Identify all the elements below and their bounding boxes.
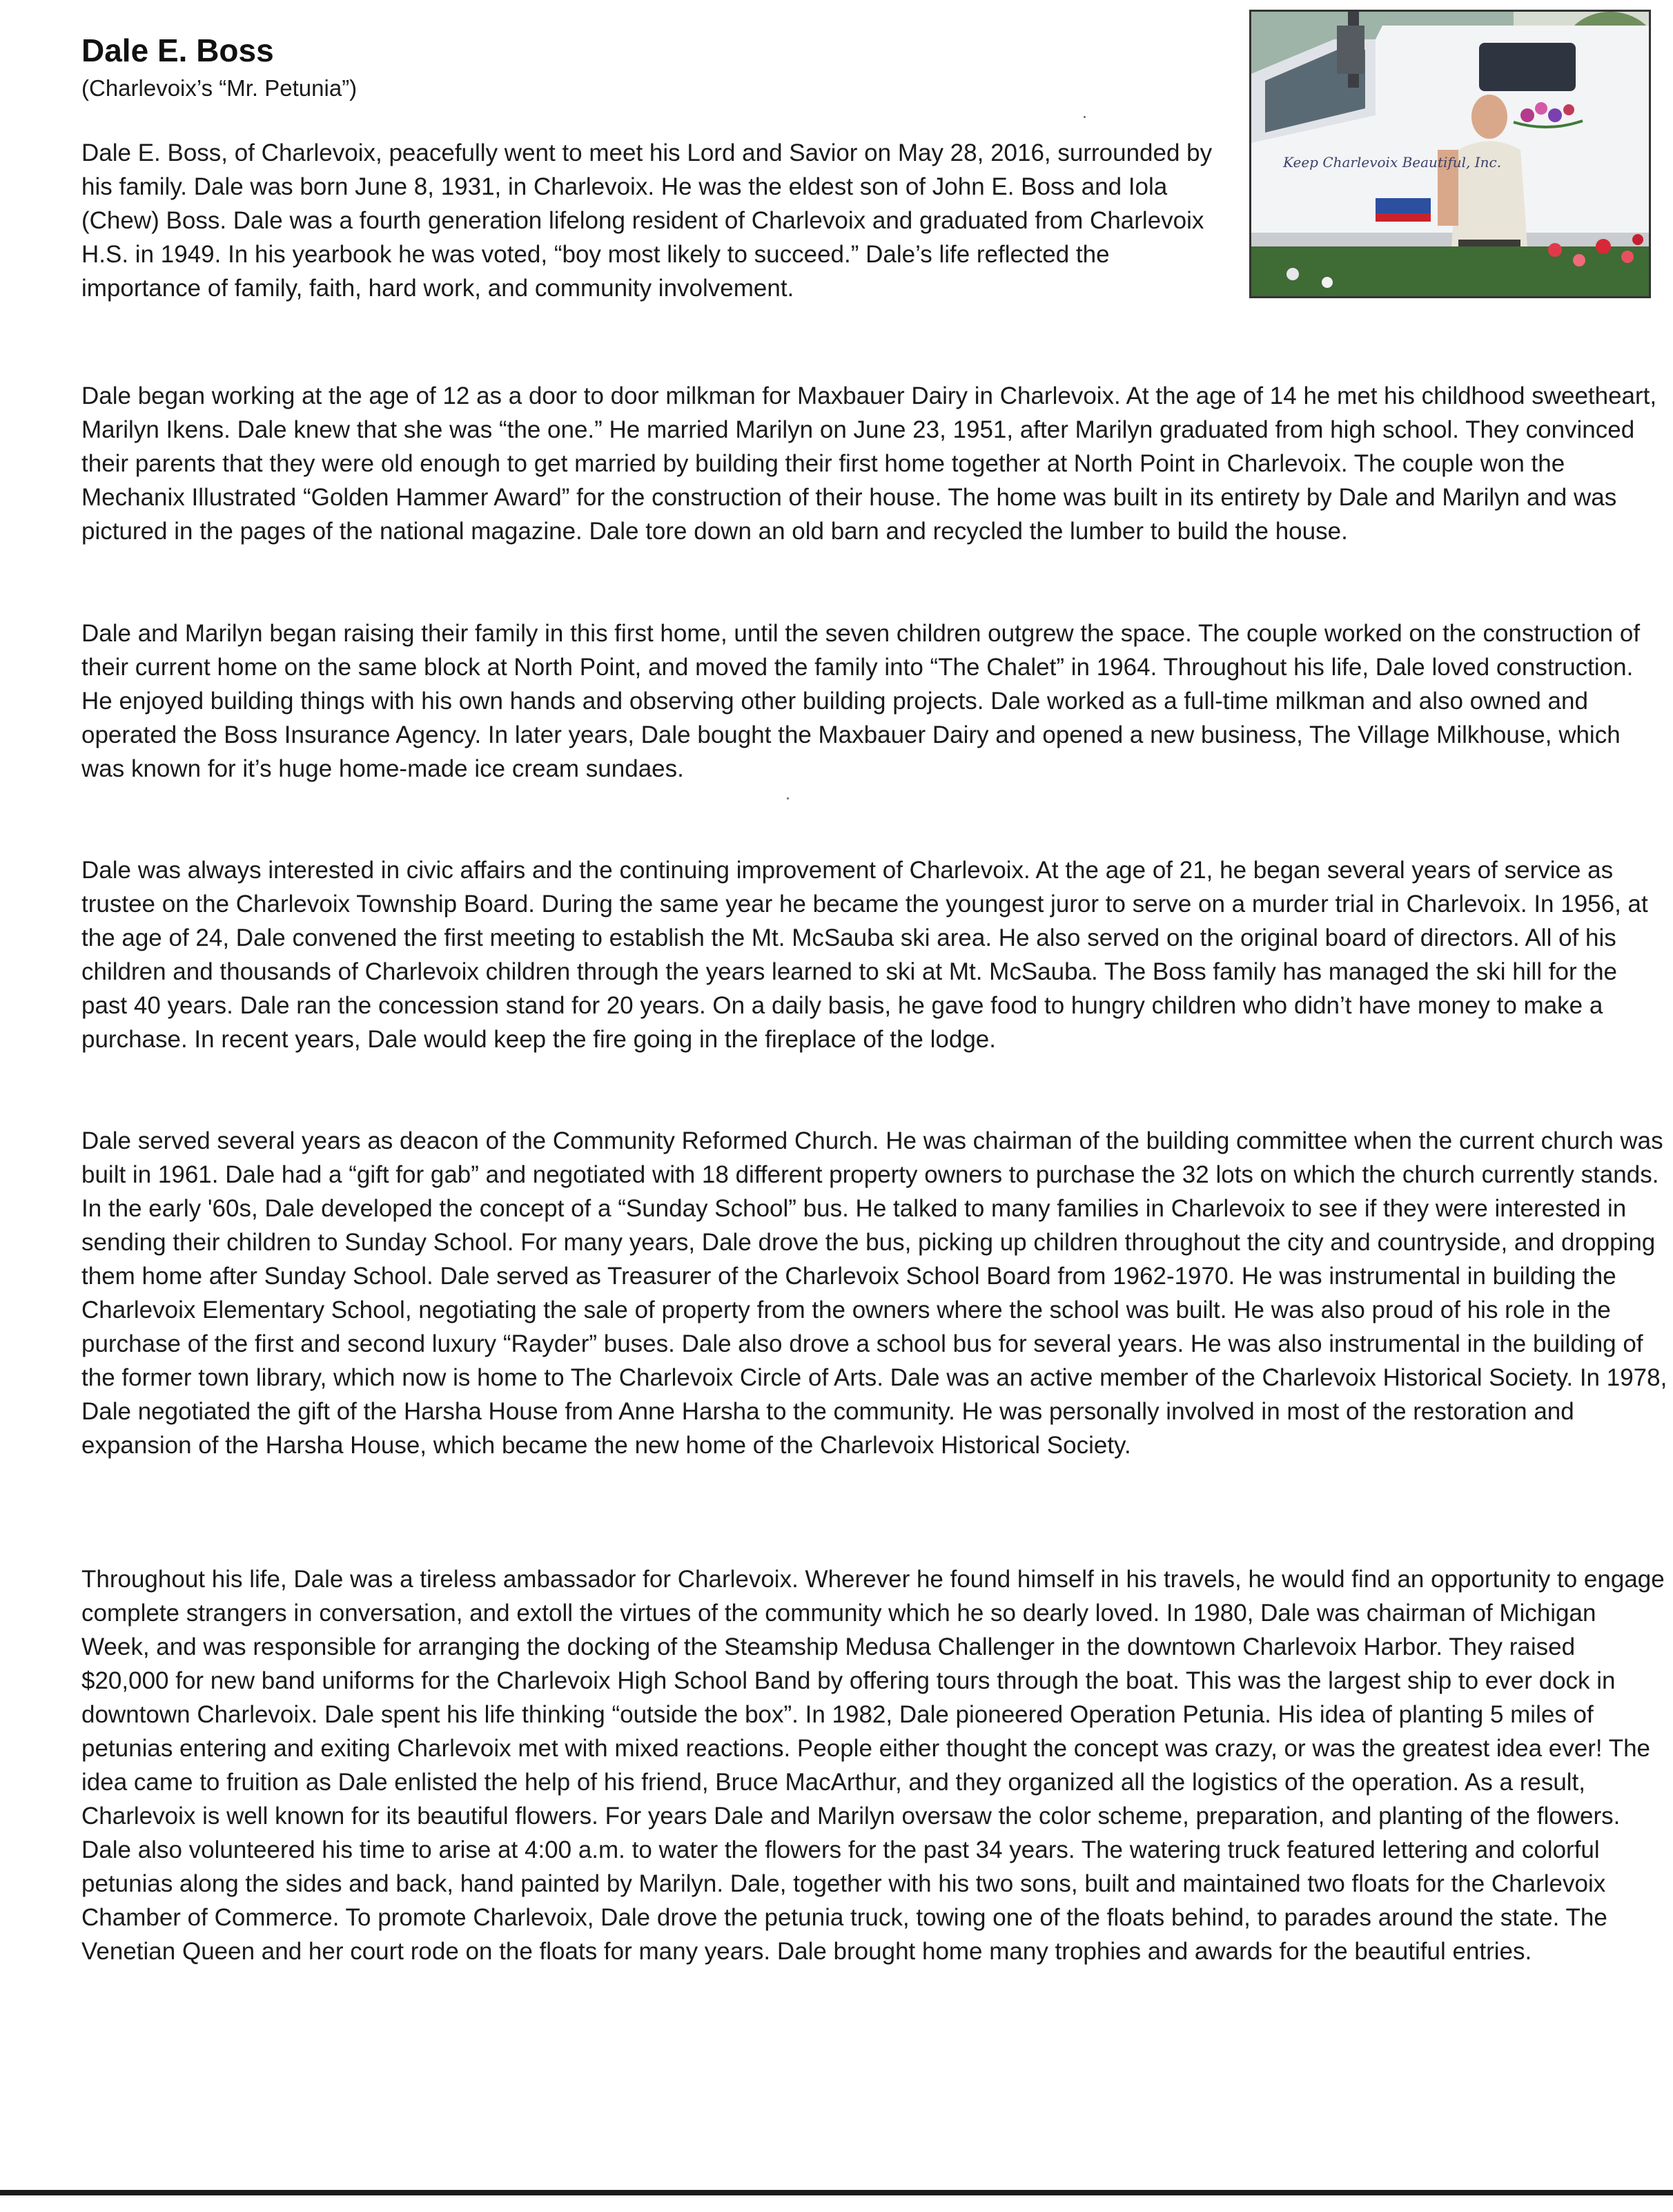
paragraph-early-life: Dale began working at the age of 12 as a door to door milkman for Maxbauer Dairy in Charlevoix. At the age of 14 he met his childhood sweetheart, Marilyn Ikens. Dale knew that she was “the one.” He married Marilyn on June 23, 1951, after Marilyn graduated from high school. They convinced their parents that they were old enough to get married by building their first home together at North Point in Charlevoix. The couple won the Mechanix Illustrated “Golden Hammer Award” for the construction of their house. The home was built in its entirety by Dale and Marilyn and was pictured in the pages of the national magazine. Dale tore down an old barn and recycled the lumber to build the house. xyxy=(81,382,1657,545)
truck-sign-text: Keep Charlevoix Beautiful, Inc. xyxy=(1283,154,1502,171)
paragraph-intro: Dale E. Boss, of Charlevoix, peacefully went to meet his Lord and Savior on May 28, 2016, surrounded by his family. Dale was born June 8, 1931, in Charlevoix. He was the eldest son of John E. Boss and Iola (Chew) Boss. Dale was a fourth generation lifelong resident of Charlevoix and graduated from Charlevoix H.S. in 1949. In his yearbook he was voted, “boy most likely to succeed.” Dale’s life reflected the importance of family, faith, hard work, and community involvement. xyxy=(81,139,1213,302)
scan-speck xyxy=(787,797,789,799)
petunia-truck-photo xyxy=(1249,10,1651,298)
bottom-rule xyxy=(0,2190,1673,2195)
scan-speck xyxy=(1084,116,1086,118)
person-nickname: (Charlevoix’s “Mr. Petunia”) xyxy=(81,75,358,101)
paragraph-family-career: Dale and Marilyn began raising their family in this first home, until the seven children outgrew the space. The couple worked on the construction of their current home on the same block at North Point, and moved the family into “The Chalet” in 1964. Throughout his life, Dale loved construction. He enjoyed building things with his own hands and observing other building projects. Dale worked as a full-time milkman and also owned and operated the Boss Insurance Agency. In later years, Dale bought the Maxbauer Dairy and opened a new business, The Village Milkhouse, which was known for it’s huge home-made ice cream sundaes. xyxy=(81,620,1641,782)
person-name: Dale E. Boss xyxy=(81,32,274,68)
paragraph-civic-affairs: Dale was always interested in civic affairs and the continuing improvement of Charlevoix. At the age of 21, he began several years of service as trustee on the Charlevoix Township Board. During the same year he became the youngest juror to serve on a murder trial in Charlevoix. In 1956, at the age of 24, Dale convened the first meeting to establish the Mt. McSauba ski area. He also served on the original board of directors. All of his children and thousands of Charlevoix children through the years learned to ski at Mt. McSauba. The Boss family has managed the ski hill for the past 40 years. Dale ran the concession stand for 20 years. On a daily basis, he gave food to hungry children who didn’t have money to make a purchase. In recent years, Dale would keep the fire going in the fireplace of the lodge. xyxy=(81,857,1648,1053)
paragraph-ambassador: Throughout his life, Dale was a tireless ambassador for Charlevoix. Wherever he found himself in his travels, he would find an opportunity to engage complete strangers in conversation, and extoll the virtues of the community which he so dearly loved. In 1980, Dale was chairman of Michigan Week, and was responsible for arranging the docking of the Steamship Medusa Challenger in the downtown Charlevoix Harbor. They raised $20,000 for new band uniforms for the Charlevoix High School Band by offering tours through the boat. This was the largest ship to ever dock in downtown Charlevoix. Dale spent his life thinking “outside the box”. In 1982, Dale pioneered Operation Petunia. His idea of planting 5 miles of petunias entering and exiting Charlevoix met with mixed reactions. People either thought the concept was crazy, or was the greatest idea ever! The idea came to fruition as Dale enlisted the help of his friend, Bruce MacArthur, and they organized all the logistics of the operation. As a result, Charlevoix is well known for its beautiful flowers. For years Dale and Marilyn oversaw the color scheme, preparation, and planting of the flowers. Dale also volunteered his time to arise at 4:00 a.m. to water the flowers for the past 34 years. The watering truck featured lettering and colorful petunias along the sides and back, hand painted by Marilyn. Dale, together with his two sons, built and maintained two floats for the Charlevoix Chamber of Commerce. To promote Charlevoix, Dale drove the petunia truck, towing one of the floats behind, to parades around the state. The Venetian Queen and her court rode on the floats for many years. Dale brought home many trophies and awards for the beautiful entries. xyxy=(81,1566,1665,1965)
paragraph-church-school: Dale served several years as deacon of the Community Reformed Church. He was chairman of the building committee when the current church was built in 1961. Dale had a “gift for gab” and negotiated with 18 different property owners to purchase the 32 lots on which the church currently stands. In the early '60s, Dale developed the concept of a “Sunday School” bus. He talked to many families in Charlevoix to see if they were interested in sending their children to Sunday School. For many years, Dale drove the bus, picking up children throughout the city and countryside, and dropping them home after Sunday School. Dale served as Treasurer of the Charlevoix School Board from 1962-1970. He was instrumental in building the Charlevoix Elementary School, negotiating the sale of property from the owners where the school was built. He was also proud of his role in the purchase of the first and second luxury “Rayder” buses. Dale also drove a school bus for several years. He was also instrumental in the building of the former town library, which now is home to The Charlevoix Circle of Arts. Dale was an active member of the Charlevoix Historical Society. In 1978, Dale negotiated the gift of the Harsha House from Anne Harsha to the community. He was personally involved in most of the restoration and expansion of the Harsha House, which became the new home of the Charlevoix Historical Society. xyxy=(81,1127,1667,1459)
